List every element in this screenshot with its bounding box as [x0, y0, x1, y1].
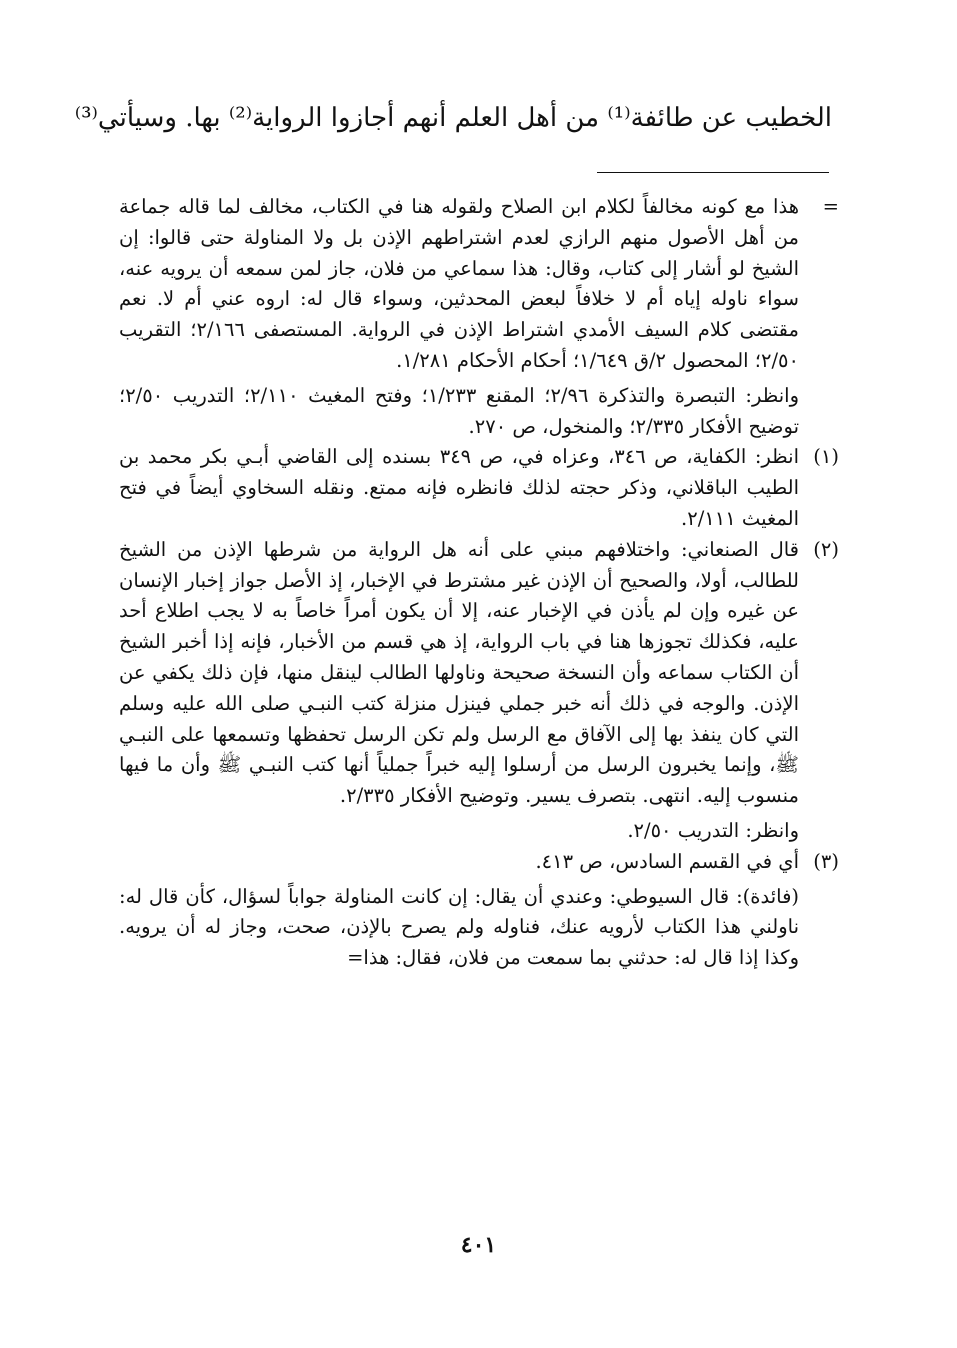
footnote-marker: = — [822, 195, 839, 218]
footnote-marker: (٢) — [813, 537, 839, 561]
footnote-paragraph: قال الصنعاني: واختلافهم مبني على أنه هل الرواية من شرطها الإذن من الشيخ للطالب، أولا، والصحيح أن الإذن غير مشترط في الإخبار، إذ الأصل جواز إخبار الإنسان عن غيره وإن لم يأذن في الإخبار عنه، إلا أن يكون أمراً خاصاً به لا يجب اطلاع أحد عليه، فكذلك تجوزها هنا في باب الرواية، إذ هي قسم من الأخبار، فإنه إذا أخبر الشيخ أن الكتاب سماعه وأن النسخة صحيحة وناولها الطالب لينقل منها، فإن ذلك يكفي عن الإذن. والوجه في ذلك أنه خبر جملي فينزل منزلة كتب النبـي صلى الله عليه وسلم التي كان ينفذ بها إلى الآفاق مع الرسل ولم تكن الرسل تحفظها وتسمعها على النبـي ﷺ، وإنما يخبرون الرسل من أرسلوا إليه خبراً جملياً أنها كتب النبـي ﷺ وأن ما فيها منسوب إليه. انتهى. بتصرف يسير. وتوضيح الأفكار ٢/٣٣٥. — [119, 537, 799, 808]
page-number: ٤٠١ — [460, 1232, 497, 1258]
footnote-paragraph: وانظر: التدريب ٢/٥٠. — [627, 818, 799, 842]
footnote-separator — [597, 172, 829, 173]
footnotes-section — [119, 192, 839, 974]
footnote-paragraph: انظر: الكفاية، ص ٣٤٦، وعزاه في، ص ٣٤٩ بسنده إلى القاضي أبـي بكر محمد بن الطيب الباقلاني، وذكر حجته لذلك فانظره فإنه ممتع. ونقله السخاوي أيضاً في فتح المغيث ٢/١١١. — [119, 445, 799, 530]
footnote-2 — [119, 535, 839, 847]
footnote-paragraph: وانظر: التبصرة والتذكرة ٢/٩٦؛ المقنع ١/٢٣٣؛ وفتح المغيث ٢/١١٠؛ التدريب ٢/٥٠؛ توضيح الأفكار ٢/٣٣٥؛ والمنخول، ص ٢٧٠. — [119, 383, 799, 438]
footnote-1 — [119, 442, 839, 534]
footnote-paragraph: أي في القسم السادس، ص ٤١٣. — [535, 849, 799, 873]
footnote-body — [119, 192, 799, 442]
footnote-body — [119, 535, 799, 847]
footnote-3 — [119, 847, 839, 974]
footnote-paragraph: (فائدة): قال السيوطي: وعندي أن يقال: إن كانت المناولة جواباً لسؤال، كأن قال له: ناولني هذا الكتاب لأرويه عنك، فناوله ولم يصرح بالإذن، صحت، وجاز له أن يرويه. وكذا إذا قال له: حدثني بما سمعت من فلان، فقال: هذا= — [119, 884, 799, 970]
footnote-body — [119, 442, 799, 534]
footnote-continued — [119, 192, 839, 442]
footnote-marker: (٣) — [813, 849, 839, 873]
main-text-line: الخطيب عن طائفة⁽¹⁾ من أهل العلم أنهم أجازوا الرواية⁽²⁾ بها. وسيأتي⁽³⁾ — [74, 103, 832, 133]
footnote-marker: (١) — [813, 445, 839, 469]
footnote-body — [119, 847, 799, 974]
footnote-paragraph: هذا مع كونه مخالفاً لكلام ابن الصلاح ولقوله هنا في الكتاب، مخالف لما قاله جماعة من أهل الأصول منهم الرازي لعدم اشتراطهم الإذن بل ولا المناولة حتى قالوا: إن الشيخ لو أشار إلى كتاب، وقال: هذا سماعي من فلان، جاز لمن سمعه أن يرويه عنه، سواء ناوله إياه أم لا خلافاً لبعض المحدثين، وسواء قال له: اروه عني أم لا. نعم مقتضى كلام السيف الأمدي اشتراط الإذن في الرواية. المستصفى ٢/١٦٦؛ التقريب ٢/٥٠؛ المحصول ٢/ق ١/٦٤٩؛ أحكام الأحكام ١/٢٨١. — [119, 195, 799, 372]
